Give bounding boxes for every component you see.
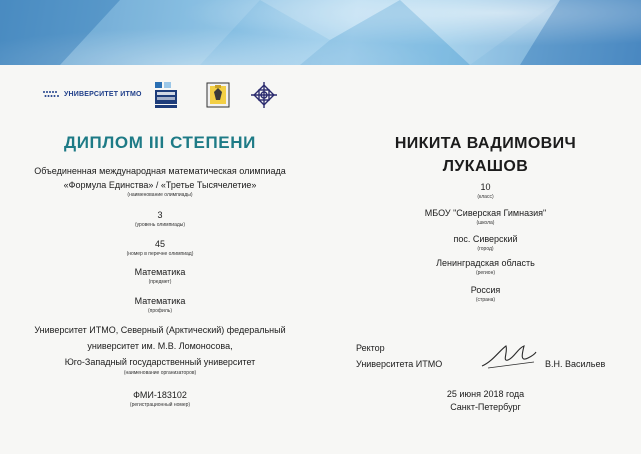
issue-place: Санкт-Петербург [450,402,521,412]
ornament-logo-icon [250,81,278,109]
region-caption: (регион) [475,270,496,276]
itmo-logo-text: УНИВЕРСИТЕТ ИТМО [64,90,142,98]
handwritten-signature [478,340,538,374]
list-number: 45 [154,239,165,249]
itmo-logo [42,89,142,99]
city: пос. Сиверский [453,234,518,244]
issue-date: 25 июня 2018 года [446,389,525,399]
region: Ленинградская область [436,258,535,268]
olympiad-name-line2: «Формула Единства» / «Третье Тысячелетие» [63,180,257,190]
grade-caption: (класс) [477,194,494,200]
profile: Математика [134,296,186,306]
country-caption: (страна) [475,297,496,303]
registration-number: ФМИ-183102 [133,390,187,400]
recipient-name-line2: ЛУКАШОВ [442,158,529,175]
olympiad-name-line1: Объединенная международная математическая олимпиада [34,166,286,176]
city-caption: (город) [477,246,494,252]
signer-role-line1: Ректор [356,343,385,353]
organizers-line3: Юго-Западный государственный университет [64,357,256,367]
header-banner [0,0,641,65]
subject-caption: (предмет) [148,279,172,285]
grade: 10 [480,182,491,192]
profile-caption: (профиль) [147,308,173,314]
organizers-line1: Университет ИТМО, Северный (Арктический) федеральный [34,325,286,335]
olympiad-level: 3 [157,210,163,220]
diploma-title: ДИПЛОМ III СТЕПЕНИ [64,133,256,152]
logos-row [0,80,641,110]
list-number-caption: (номер в перечне олимпиад) [126,251,194,257]
organizers-caption: (наименование организаторов) [123,370,197,376]
signer-role-line2: Университета ИТМО [356,359,443,369]
registration-number-caption: (регистрационный номер) [129,402,191,408]
cube-logo-icon [152,80,180,110]
signer-name: В.Н. Васильев [545,359,606,369]
banner-polygon-pattern [0,0,641,65]
country: Россия [470,285,501,295]
olympiad-level-caption: (уровень олимпиады) [134,222,186,228]
organizers-line2: университет им. М.В. Ломоносова, [87,341,233,351]
itmo-dots-icon [42,89,60,99]
crest-logo-icon [206,82,230,108]
school: МБОУ "Сиверская Гимназия" [424,208,547,218]
recipient-name-line1: НИКИТА ВАДИМОВИЧ [394,135,577,152]
olympiad-name-caption: (наименование олимпиады) [127,192,193,198]
subject: Математика [134,267,186,277]
school-caption: (школа) [476,220,495,226]
